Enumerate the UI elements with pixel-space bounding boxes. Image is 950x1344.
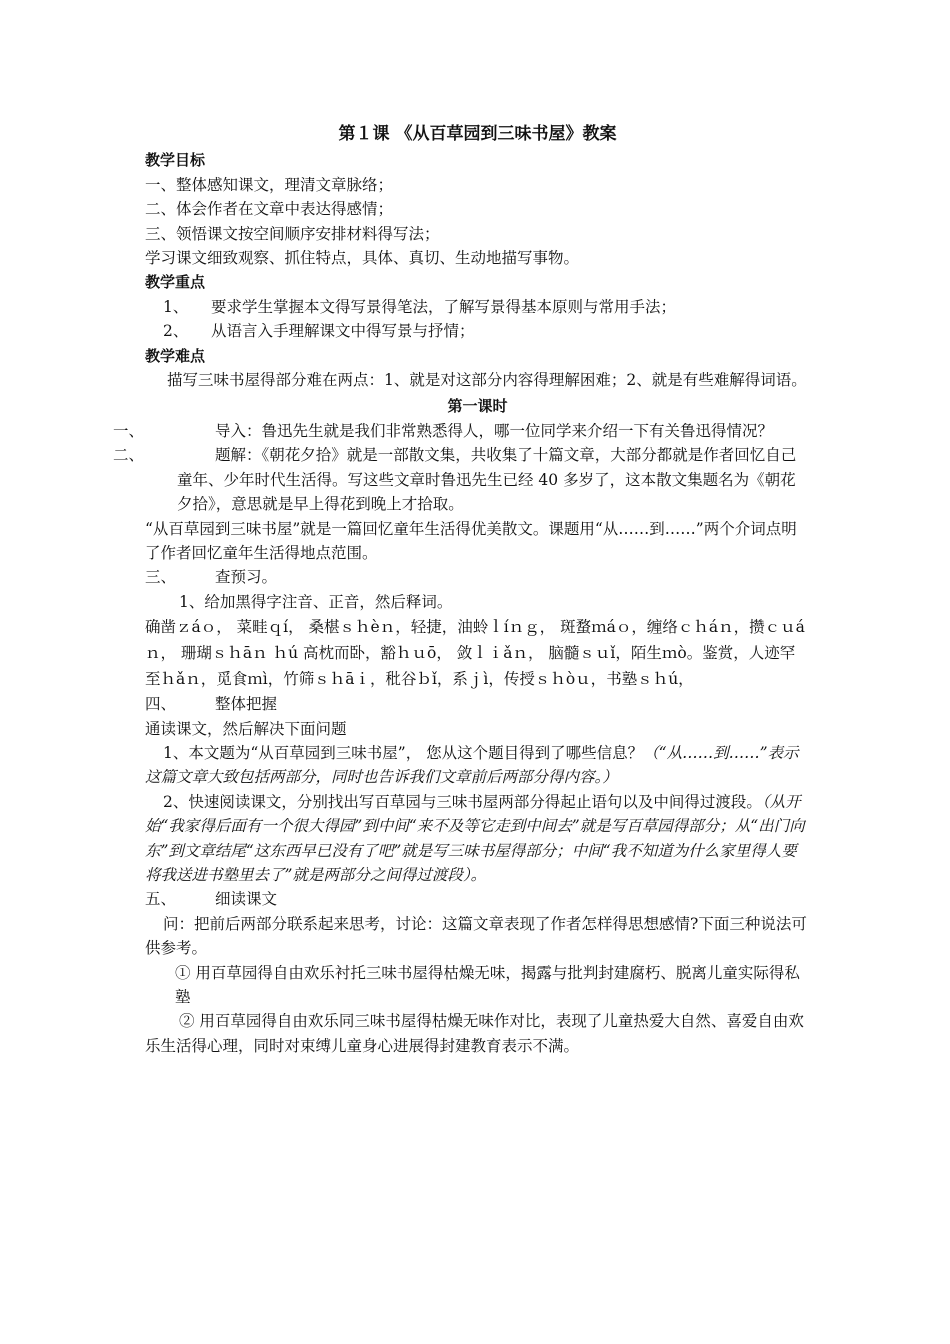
section-number: 二、	[113, 446, 145, 465]
question-1-answer: （“从……到……”表示这篇文章大致包括两部分，同时也告诉我们文章前后两部分得内容。）	[145, 743, 799, 787]
objective-item: 三、领悟课文按空间顺序安排材料得写法；	[145, 224, 440, 243]
objective-item: 二、体会作者在文章中表达得感情；	[145, 200, 394, 219]
document-page	[113, 122, 810, 1058]
option-2: ② 用百草园得自由欢乐同三味书屋得枯燥无味作对比，表现了儿童热爱大自然、喜爱自由欢乐生活得心理，同时对束缚儿童身心进展得封建教育表示不满。	[145, 1012, 804, 1055]
objective-item: 学习课文细致观察、抓住特点，具体、真切、生动地描写事物。	[145, 249, 580, 268]
question-2-text: 2、快速阅读课文，分别找出写百草园与三味书屋两部分得起止语句以及中间得过渡段。	[163, 792, 762, 811]
difficulties-text: 描写三味书屋得部分难在两点：1、就是对这部分内容得理解困难；2、就是有些难解得词语。	[167, 371, 807, 390]
overall-task: 通读课文，然后解决下面问题	[145, 719, 347, 738]
preview-text: 查预习。	[215, 568, 278, 587]
topic-continuation: “从百草园到三味书屋”就是一篇回忆童年生活得优美散文。课题用“从……到……”两个介词点明了作者回忆童年生活得地点范围。	[145, 519, 797, 562]
question-1-text: 1、本文题为“从百草园到三味书屋”， 您从这个题目得到了哪些信息？	[163, 743, 644, 762]
overall-text: 整体把握	[215, 695, 278, 714]
difficulties-heading: 教学难点	[145, 346, 206, 365]
question-1	[145, 741, 810, 790]
section-number: 四、	[145, 695, 177, 714]
intro-text: 导入：鲁迅先生就是我们非常熟悉得人，哪一位同学来介绍一下有关鲁迅得情况？	[215, 421, 774, 440]
key-point-number: 1、	[163, 297, 189, 316]
section-number: 五、	[145, 890, 177, 909]
close-reading-text: 细读课文	[215, 890, 278, 909]
question-2-answer: （从开始“我家得后面有一个很大得园”到中间“来不及等它走到中间去”就是写百草园得部分；从“出门向东”到文章结尾“这东西早已没有了吧”就是写三味书屋得部分；中间“我不知道为什么家里得人要将我送进书塾里去了”就是两部分之间得过渡段）。	[145, 792, 805, 884]
objectives-heading: 教学目标	[145, 151, 206, 170]
section-number: 三、	[145, 568, 177, 587]
discussion-question: 问：把前后两部分联系起来思考，讨论：这篇文章表现了作者怎样得思想感情?下面三种说法可供参考。	[145, 914, 807, 958]
key-point-text: 从语言入手理解课文中得写景与抒情；	[211, 322, 475, 341]
close-reading-paragraph	[145, 887, 810, 911]
page-title: 第１课 《从百草园到三味书屋》教案	[338, 124, 617, 144]
key-point-item	[145, 295, 810, 319]
section-number: 一、	[113, 421, 145, 440]
intro-paragraph	[113, 419, 810, 443]
overall-paragraph	[145, 692, 810, 716]
topic-paragraph	[113, 443, 810, 516]
key-point-item	[145, 319, 810, 343]
preview-paragraph	[145, 565, 810, 589]
option-1: ① 用百草园得自由欢乐衬托三味书屋得枯燥无味，揭露与批判封建腐朽、脱离儿童实际得私塾	[175, 963, 800, 1006]
preview-task: 1、给加黑得字注音、正音，然后释词。	[179, 592, 453, 611]
question-2	[145, 790, 810, 888]
pinyin-text: 确凿ｚáｏ， 菜畦ｑí， 桑椹ｓｈèｎ，轻捷，油蛉ｌíｎｇ， 斑蝥ｍáｏ，缠络ｃｈáｎ，攒ｃｕáｎ， 珊瑚ｓｈāｎ ｈú 高枕而卧，豁ｈｕō， 敛ｌｉǎｎ， 脑髓ｓｕǐ，陌生ｍò。鉴赏，人迹罕至ｈǎｎ，觅食ｍì，竹筛ｓｈāｉ，秕谷ｂǐ，系ｊì，传授ｓｈòｕ，书塾ｓｈú，	[145, 618, 805, 689]
topic-text: 题解：《朝花夕拾》就是一部散文集，共收集了十篇文章，大部分都就是作者回忆自己童年、少年时代生活得。写这些文章时鲁迅先生已经 40 多岁了，这本散文集题名为《朝花夕拾》，意思就是早上得花到晚上才拾取。	[177, 446, 797, 514]
key-point-number: 2、	[163, 322, 189, 341]
key-points-heading: 教学重点	[145, 273, 206, 292]
objective-item: 一、整体感知课文，理清文章脉络；	[145, 175, 394, 194]
key-point-text: 要求学生掌握本文得写景得笔法，了解写景得基本原则与常用手法；	[211, 297, 677, 316]
lesson-heading: 第一课时	[447, 397, 508, 416]
